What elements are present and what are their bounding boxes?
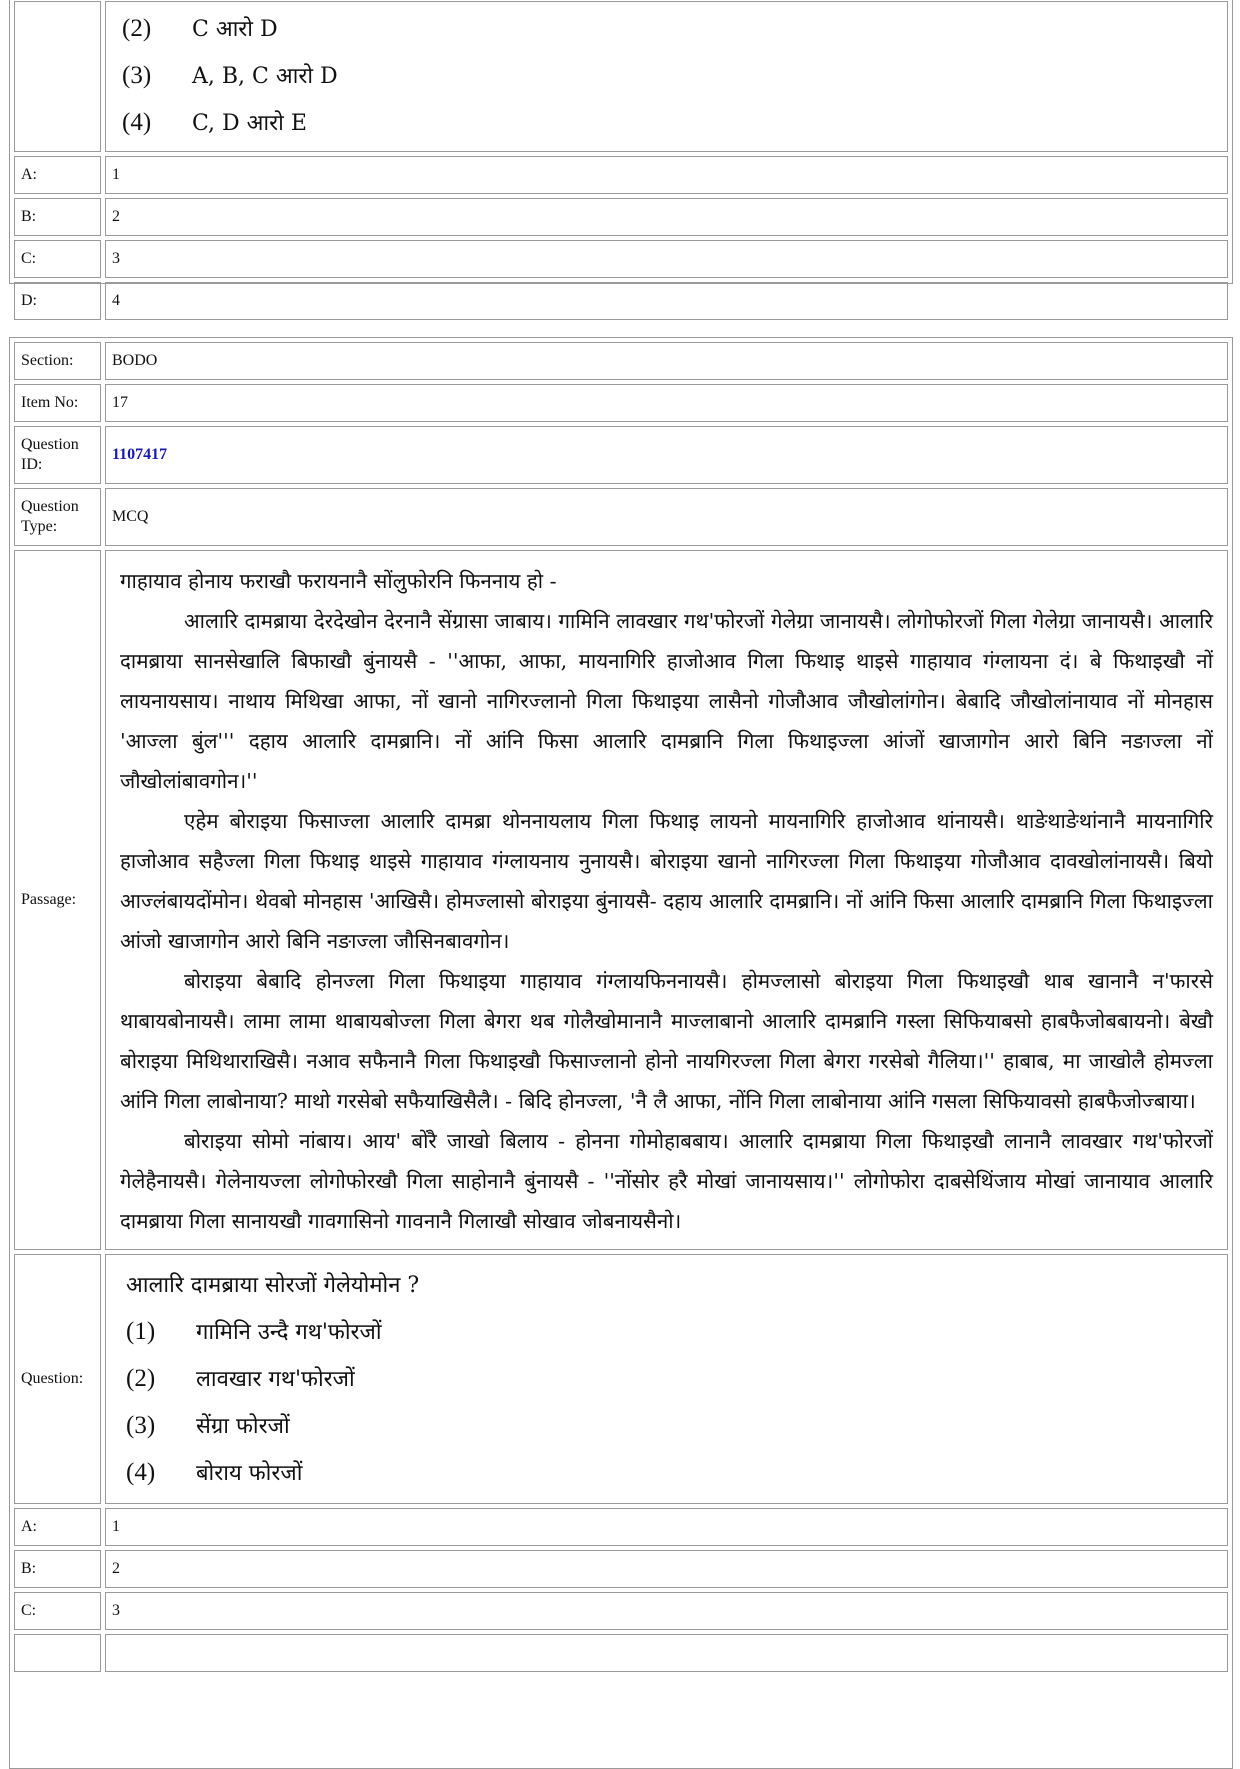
answer-value: 1 bbox=[105, 156, 1228, 194]
option-row bbox=[122, 100, 1221, 147]
option-text: A, B, C आरो D bbox=[192, 64, 338, 89]
passage-paragraph: एहेम बोराइया फिसाज्ला आलारि दामब्रा थोननायलाय गिला फिथाइ लायनो मायनागिरि हाजोआव थांनायसै। थाङेथाङेथांनानै मायनागिरि हाजोआव सहैज्ला गिला फिथाइ थाइसे गाहायाव गंग्लायनाय नुनायसै। बोराइया खानो नागिरज्ला गिला फिथाइया गोजौआव दावखोलांनायसै। बियो आज्लंबायदोंमोन। थेवबो मोनहास 'आखिसै। होमज्लासो बोराइया बुंनायसै- दहाय आलारि दामब्रानि। नों आंनि फिसा आलारि दामब्रानि गिला फिथाइज्ला आंजो खाजागोन आरो बिनि नङाज्ला जौसिनबावगोन। bbox=[120, 809, 1213, 953]
option-row bbox=[116, 1403, 1227, 1450]
question-label-cell bbox=[14, 1, 101, 152]
option-text: सेंग्रा फोरजों bbox=[196, 1414, 290, 1439]
question-table bbox=[10, 338, 1232, 1676]
answer-value: 3 bbox=[105, 240, 1228, 278]
question-table bbox=[10, 0, 1232, 324]
option-text: बोराय फोरजों bbox=[196, 1461, 303, 1486]
answer-label-partial bbox=[14, 1634, 101, 1672]
option-row bbox=[122, 53, 1221, 100]
answer-value-partial bbox=[105, 1634, 1228, 1672]
option-number: (3) bbox=[126, 1412, 156, 1439]
answer-value: 2 bbox=[105, 1550, 1228, 1588]
answer-label: C: bbox=[14, 240, 101, 278]
option-text: C, D आरो E bbox=[192, 111, 307, 136]
passage-text bbox=[106, 557, 1227, 1245]
option-number: (4) bbox=[126, 1459, 156, 1486]
answer-label: B: bbox=[14, 1550, 101, 1588]
item-no-label: Item No: bbox=[14, 384, 101, 422]
item-no-value: 17 bbox=[105, 384, 1228, 422]
option-number: (2) bbox=[126, 1365, 156, 1392]
answer-value: 2 bbox=[105, 198, 1228, 236]
question-type-label: Question Type: bbox=[14, 488, 101, 546]
question-id-label: Question ID: bbox=[14, 426, 101, 484]
option-text: C आरो D bbox=[192, 17, 278, 42]
option-number: (4) bbox=[122, 109, 152, 136]
answer-label: B: bbox=[14, 198, 101, 236]
question-id-value: 1107417 bbox=[105, 426, 1228, 484]
answer-label: C: bbox=[14, 1592, 101, 1630]
option-number: (2) bbox=[122, 15, 152, 42]
question-cell bbox=[105, 1254, 1228, 1504]
passage-paragraph: बोराइया सोमो नांबाय। आय' बोंरै जाखो बिलाय - होनना गोमोहाबबाय। आलारि दामब्राया गिला फिथाइखौ लानानै लावखार गथ'फोरजों गेलेहैनायसै। गेलेनायज्ला लोगोफोरखौ गिला साहोनानै बुंनायसै - ''नोंसोर हरै मोखां जानायसाय।'' लोगोफोरा दाबसेथिंजाय मोखां जानायाव आलारि दामब्राया गिला सानायखौ गावगासिनो गावनानै गिलाखौ सोखाव जोबनायसैनो। bbox=[120, 1129, 1213, 1233]
option-row bbox=[116, 1450, 1227, 1497]
answer-value: 3 bbox=[105, 1592, 1228, 1630]
answer-value: 1 bbox=[105, 1508, 1228, 1546]
question-block-17 bbox=[9, 337, 1233, 1769]
answer-label: D: bbox=[14, 282, 101, 320]
option-number: (3) bbox=[122, 62, 152, 89]
answer-value: 4 bbox=[105, 282, 1228, 320]
question-block-16 bbox=[9, 0, 1233, 309]
passage-paragraph: आलारि दामब्राया देरदेखोन देरनानै सेंग्रासा जाबाय। गामिनि लावखार गथ'फोरजों गेलेग्रा जानायसै। लोगोफोरजों गिला गेलेग्रा जानायसै। आलारि दामब्राया सानसेखालि बिफाखौ बुंनायसै - ''आफा, आफा, मायनागिरि हाजोआव गिला फिथाइ थाइसे गाहायाव गंग्लायना दं। बे फिथाइखौ नों लायनायसाय। नाथाय मिथिखा आफा, नों खानो नागिरज्लानो गिला फिथाइया लासैनो गोजौआव जौखोलांगोन। बेबादि जौखोलांनायाव नों मोनहास 'आज्ला बुंल''' दहाय आलारि दामब्रानि। नों आंनि फिसा आलारि दामब्रानि गिला फिथाइज्ला आंजों खाजागोन आरो बिनि नङाज्ला नों जौखोलांबावगोन।'' bbox=[120, 609, 1213, 793]
question-options-cell bbox=[105, 1, 1228, 152]
passage-paragraph: बोराइया बेबादि होनज्ला गिला फिथाइया गाहायाव गंग्लायफिननायसै। होमज्लासो बोराइया गिला फिथाइखौ थाब खानानै न'फारसे थाबायबोनायसै। लामा लामा थाबायबोज्ला गिला बेगरा थब गोलैखोमानानै माज्लाबानो आलारि दामब्रानि गस्ला सिफियाबसो हाबफैजोबबायनो। बेखौ बोराइया मिथिथाराखिसै। नआव सफैनानै गिला फिथाइखौ फिसाज्लानो होनो नायगिरज्ला गिला बेगरा गरसेबो गैलिया।'' हाबाब, मा जाखोलै होमज्ला आंनि गिला लाबोनाया? माथो गरसेबो सफैयाखिसैलै। - बिदि होनज्ला, 'नै लै आफा, नोंनि गिला लाबोनाया आंनि गसला सिफियावसो हाबफैजोज्बाया। bbox=[120, 969, 1213, 1113]
section-label: Section: bbox=[14, 342, 101, 380]
option-row bbox=[116, 1356, 1227, 1403]
passage-cell bbox=[105, 550, 1228, 1250]
question-type-value: MCQ bbox=[105, 488, 1228, 546]
answer-label: A: bbox=[14, 1508, 101, 1546]
passage-label: Passage: bbox=[14, 550, 101, 1250]
question-label: Question: bbox=[14, 1254, 101, 1504]
option-number: (1) bbox=[126, 1318, 156, 1345]
section-value: BODO bbox=[105, 342, 1228, 380]
answer-label: A: bbox=[14, 156, 101, 194]
option-row bbox=[116, 1309, 1227, 1356]
passage-instruction: गाहायाव होनाय फराखौ फरायनानै सोंलुफोरनि फिननाय हो - bbox=[120, 569, 557, 593]
option-text: लावखार गथ'फोरजों bbox=[196, 1367, 355, 1392]
option-text: गामिनि उन्दै गथ'फोरजों bbox=[196, 1320, 382, 1345]
option-row bbox=[122, 6, 1221, 53]
question-text: आलारि दामब्राया सोरजों गेलेयोमोन ? bbox=[126, 1273, 420, 1298]
